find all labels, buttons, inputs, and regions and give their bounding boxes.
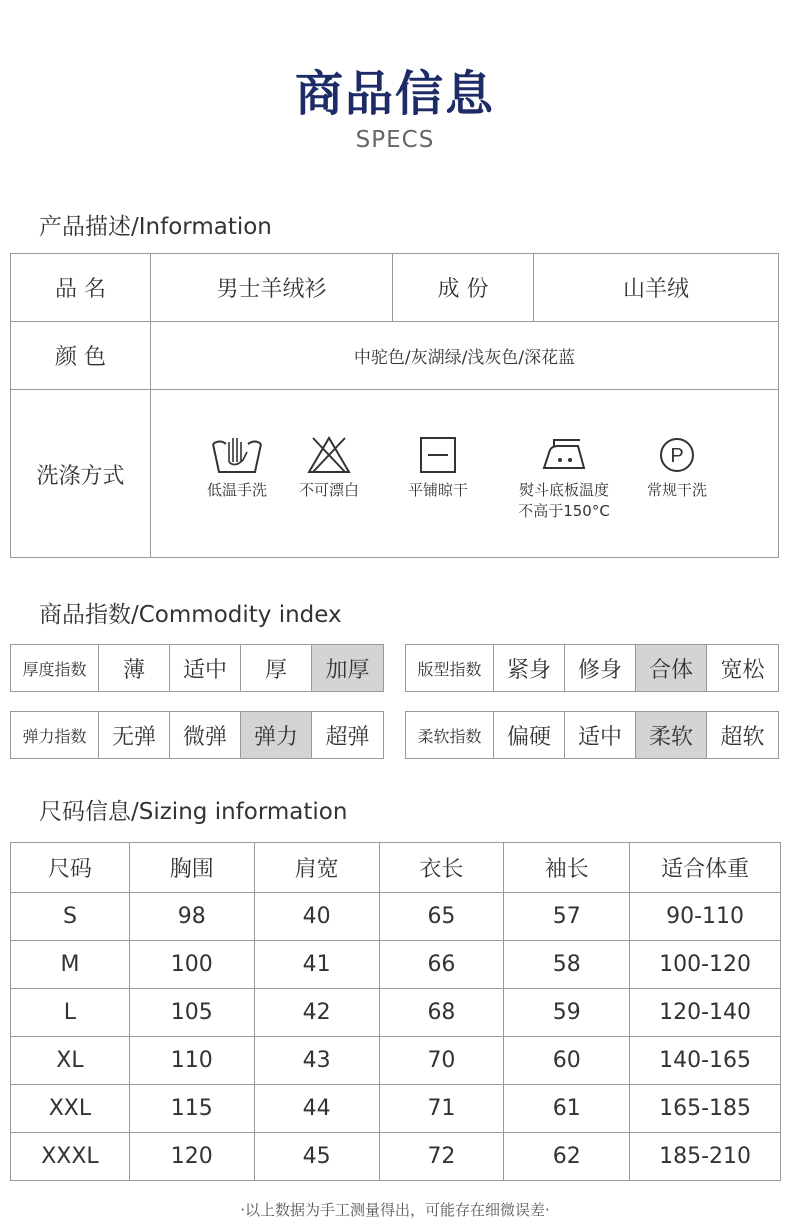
table-row bbox=[11, 941, 781, 989]
table-cell: XXL bbox=[11, 1085, 130, 1133]
care-label: 常规干洗 bbox=[646, 481, 707, 499]
index-label: 厚度指数 bbox=[11, 645, 99, 691]
table-cell: 71 bbox=[379, 1085, 504, 1133]
index-option: 适中 bbox=[565, 712, 636, 758]
index-option-selected: 弹力 bbox=[241, 712, 312, 758]
index-option: 无弹 bbox=[99, 712, 170, 758]
table-cell: XXXL bbox=[11, 1133, 130, 1181]
thickness-index bbox=[10, 644, 384, 692]
elasticity-index bbox=[10, 711, 384, 759]
column-header: 适合体重 bbox=[630, 843, 781, 893]
table-cell: 185-210 bbox=[630, 1133, 781, 1181]
index-option: 超弹 bbox=[325, 724, 370, 750]
index-option: 厚 bbox=[241, 645, 312, 691]
index-option-selected: 柔软 bbox=[636, 712, 707, 758]
column-header: 肩宽 bbox=[254, 843, 379, 893]
care-item bbox=[378, 434, 498, 501]
column-header: 尺码 bbox=[11, 843, 130, 893]
care-item bbox=[269, 434, 389, 501]
care-label-line2: 不高于150°C bbox=[518, 502, 610, 520]
index-option-selected: 加厚 bbox=[312, 645, 383, 691]
color-value: 中驼色/灰湖绿/浅灰色/深花蓝 bbox=[353, 348, 576, 368]
table-cell: 68 bbox=[379, 989, 504, 1037]
table-row bbox=[11, 893, 781, 941]
table-cell: 57 bbox=[504, 893, 630, 941]
composition-value: 山羊绒 bbox=[622, 277, 689, 302]
index-label: 版型指数 bbox=[406, 645, 494, 691]
table-cell: 98 bbox=[129, 893, 254, 941]
table-cell: 105 bbox=[129, 989, 254, 1037]
info-row-color bbox=[11, 322, 778, 390]
table-cell: 100 bbox=[129, 941, 254, 989]
no-bleach-icon bbox=[305, 434, 353, 474]
size-table bbox=[10, 842, 781, 1181]
dry-clean-icon bbox=[657, 434, 697, 474]
info-row-name bbox=[11, 254, 778, 322]
table-cell: 62 bbox=[504, 1133, 630, 1181]
table-row bbox=[11, 1085, 781, 1133]
table-cell: 72 bbox=[379, 1133, 504, 1181]
index-option: 紧身 bbox=[494, 645, 565, 691]
table-row bbox=[11, 1037, 781, 1085]
table-cell: 65 bbox=[379, 893, 504, 941]
column-header: 袖长 bbox=[504, 843, 630, 893]
dry-flat-icon bbox=[418, 434, 458, 474]
table-cell: M bbox=[11, 941, 130, 989]
table-cell: 165-185 bbox=[630, 1085, 781, 1133]
info-row-wash bbox=[11, 390, 778, 558]
index-option: 超软 bbox=[720, 724, 765, 750]
table-cell: 59 bbox=[504, 989, 630, 1037]
name-label: 品 名 bbox=[11, 254, 151, 321]
index-option: 微弹 bbox=[170, 712, 241, 758]
care-label: 不可漂白 bbox=[298, 481, 359, 499]
table-cell: 60 bbox=[504, 1037, 630, 1085]
table-cell: 61 bbox=[504, 1085, 630, 1133]
name-value: 男士羊绒衫 bbox=[151, 254, 393, 321]
fit-index bbox=[405, 644, 779, 692]
care-item bbox=[617, 434, 737, 501]
composition-label: 成 份 bbox=[393, 254, 534, 321]
table-cell: 100-120 bbox=[630, 941, 781, 989]
table-cell: 90-110 bbox=[630, 893, 781, 941]
table-cell: 120 bbox=[129, 1133, 254, 1181]
measurement-note: ·以上数据为手工测量得出，可能存在细微误差· bbox=[240, 1201, 550, 1219]
column-header: 胸围 bbox=[129, 843, 254, 893]
table-cell: 70 bbox=[379, 1037, 504, 1085]
page-subtitle: SPECS bbox=[355, 127, 435, 153]
table-row bbox=[11, 1133, 781, 1181]
sizing-heading: 尺码信息/Sizing information bbox=[39, 799, 348, 825]
index-label: 柔软指数 bbox=[406, 712, 494, 758]
table-cell: 43 bbox=[254, 1037, 379, 1085]
index-option: 适中 bbox=[170, 645, 241, 691]
care-item bbox=[504, 434, 624, 522]
iron-icon bbox=[540, 434, 588, 474]
hand-wash-icon bbox=[209, 434, 265, 474]
care-label: 平铺晾干 bbox=[407, 481, 468, 499]
table-cell: S bbox=[11, 893, 130, 941]
info-table bbox=[10, 253, 779, 558]
index-option: 修身 bbox=[565, 645, 636, 691]
size-table-header bbox=[11, 843, 781, 893]
page-title: 商品信息 bbox=[294, 66, 495, 122]
column-header: 衣长 bbox=[379, 843, 504, 893]
table-cell: 115 bbox=[129, 1085, 254, 1133]
table-cell: 140-165 bbox=[630, 1037, 781, 1085]
svg-text:P: P bbox=[670, 445, 684, 467]
table-cell: 44 bbox=[254, 1085, 379, 1133]
table-cell: 42 bbox=[254, 989, 379, 1037]
table-cell: L bbox=[11, 989, 130, 1037]
table-cell: 110 bbox=[129, 1037, 254, 1085]
table-cell: 45 bbox=[254, 1133, 379, 1181]
table-cell: 58 bbox=[504, 941, 630, 989]
index-label: 弹力指数 bbox=[11, 712, 99, 758]
table-cell: 120-140 bbox=[630, 989, 781, 1037]
softness-index bbox=[405, 711, 779, 759]
table-cell: 66 bbox=[379, 941, 504, 989]
table-row bbox=[11, 989, 781, 1037]
index-option: 薄 bbox=[99, 645, 170, 691]
care-label: 低温手洗 bbox=[206, 481, 267, 499]
table-cell: XL bbox=[11, 1037, 130, 1085]
wash-label: 洗涤方式 bbox=[11, 390, 151, 558]
info-heading: 产品描述/Information bbox=[39, 214, 272, 240]
table-cell: 40 bbox=[254, 893, 379, 941]
index-option-selected: 合体 bbox=[636, 645, 707, 691]
color-label: 颜 色 bbox=[11, 322, 151, 389]
care-label-line1: 熨斗底板温度 bbox=[518, 481, 609, 499]
index-option: 偏硬 bbox=[494, 712, 565, 758]
table-cell: 41 bbox=[254, 941, 379, 989]
index-option: 宽松 bbox=[720, 657, 765, 683]
index-heading: 商品指数/Commodity index bbox=[39, 602, 342, 628]
